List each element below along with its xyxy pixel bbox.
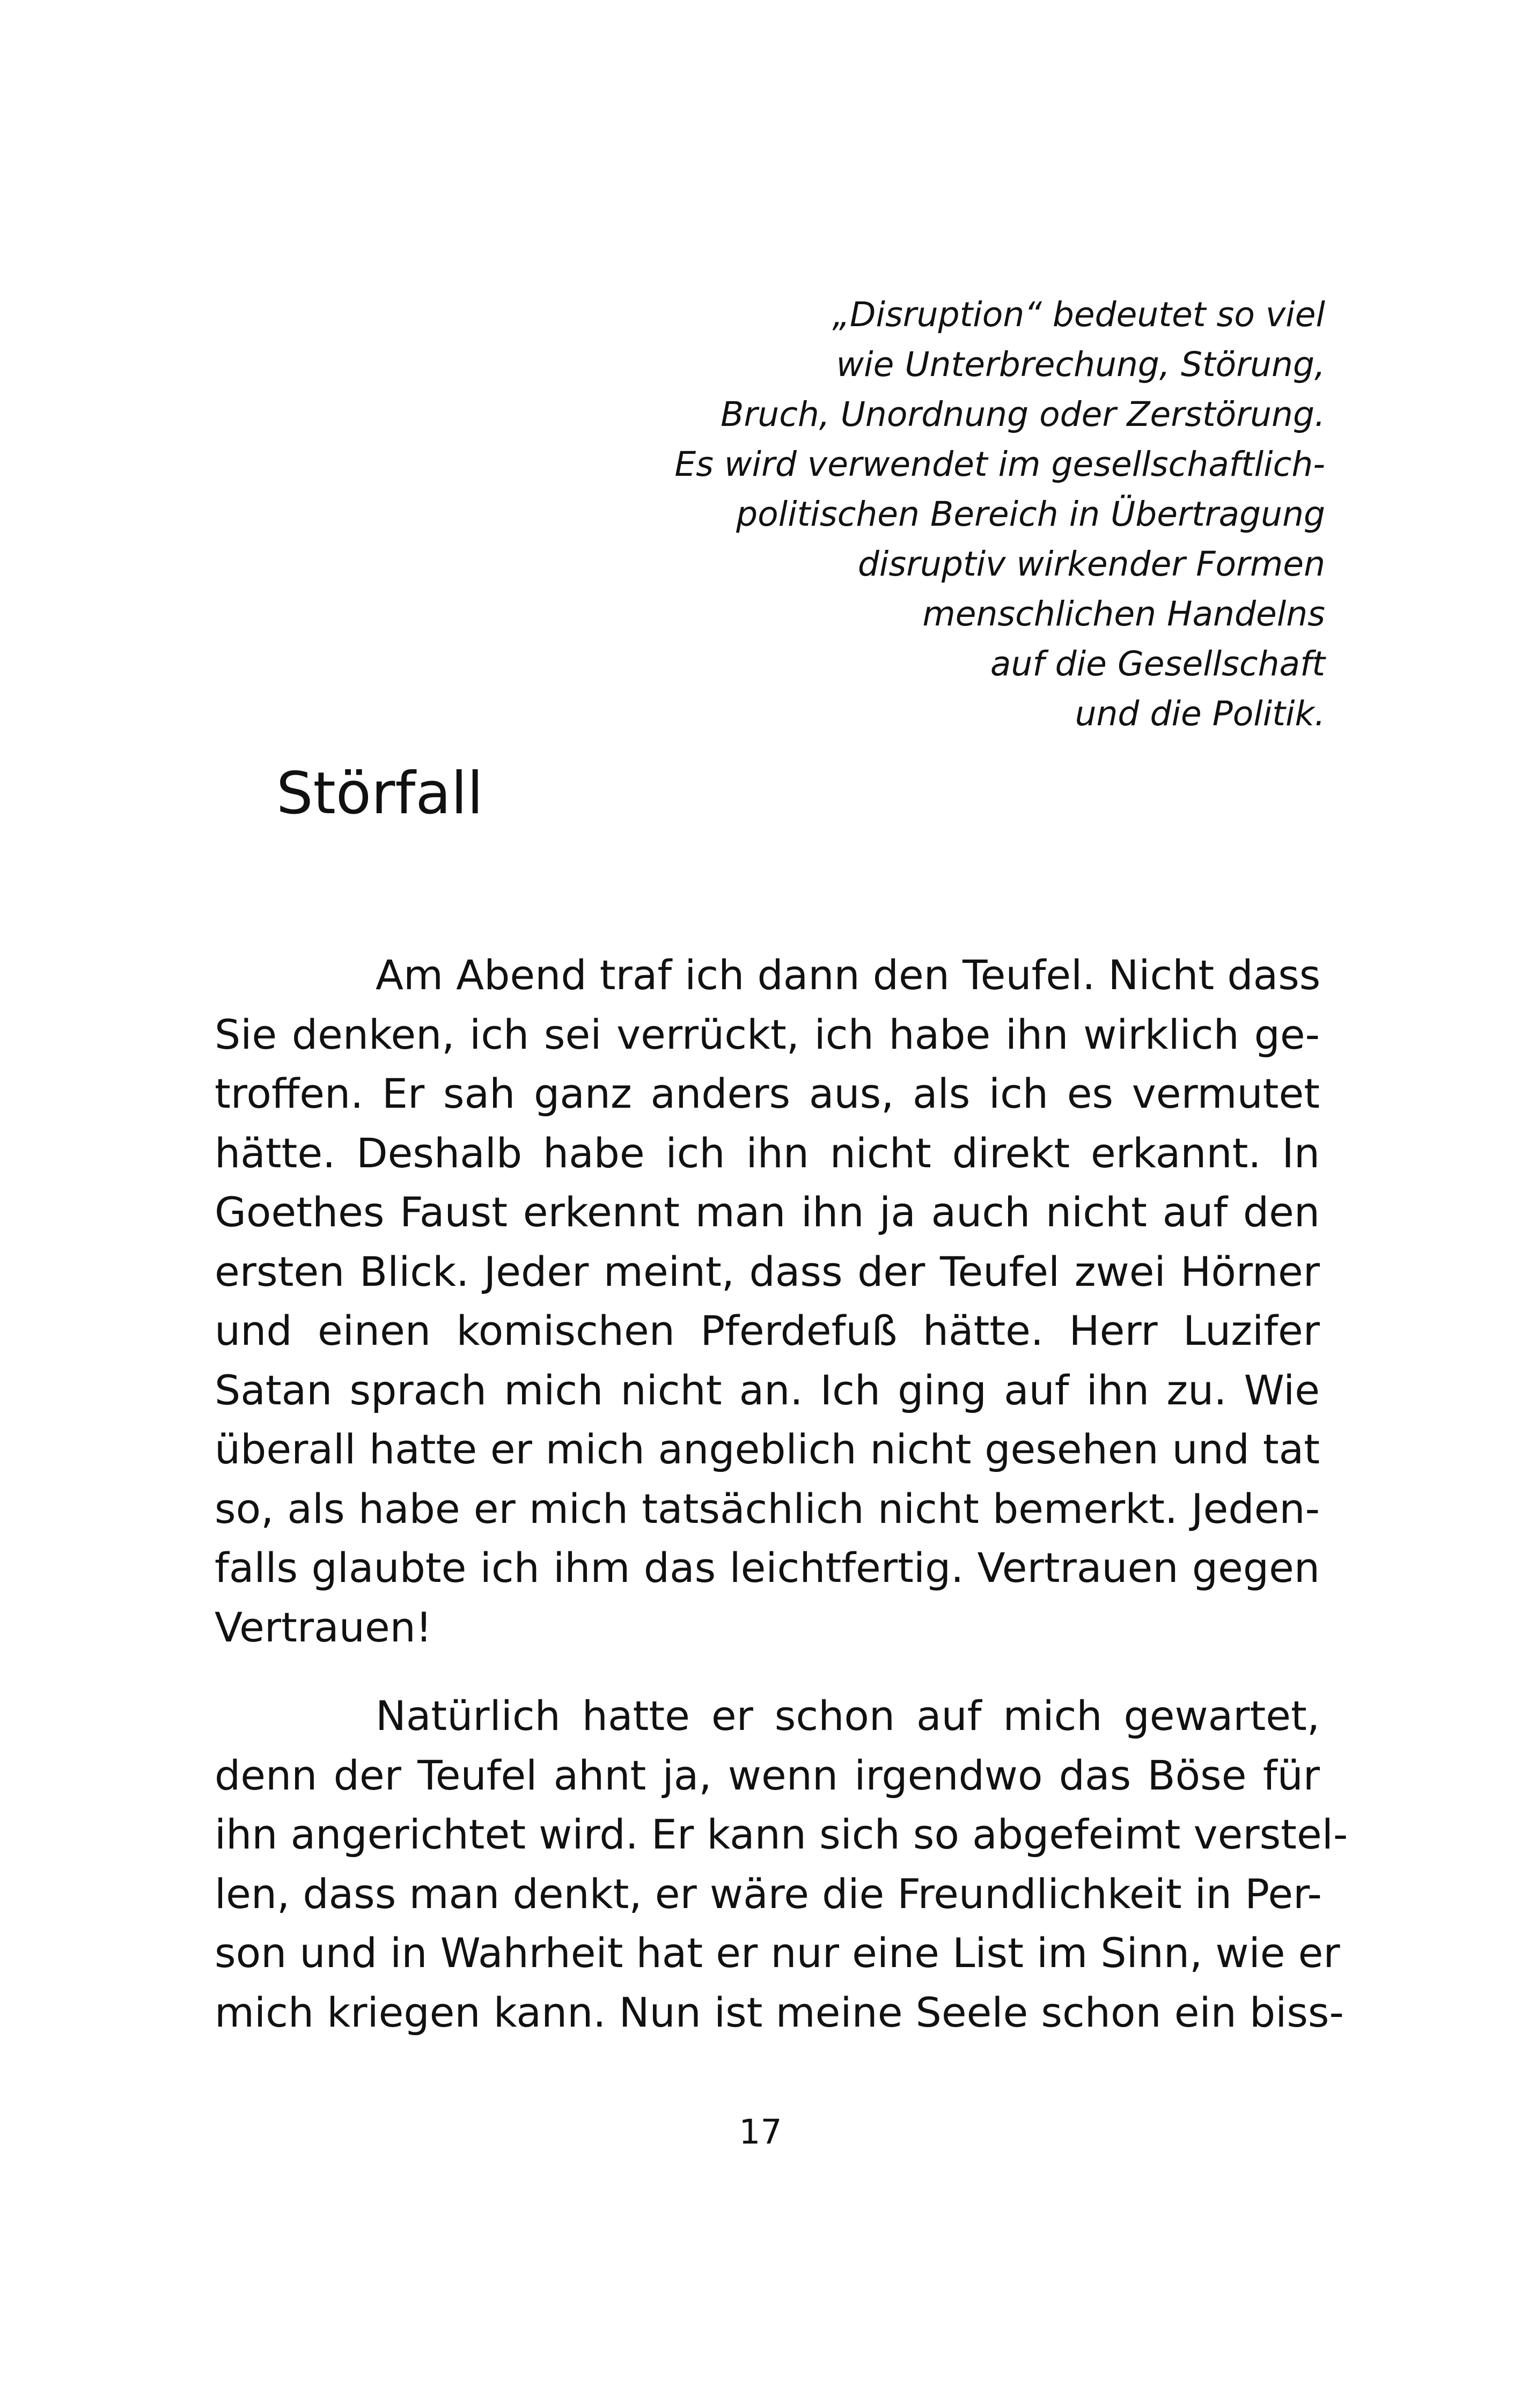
text-line: troffen. Er sah ganz anders aus, als ich es vermutet (215, 1070, 1320, 1117)
text-line: überall hatte er mich angeblich nicht gesehen und tat (215, 1425, 1320, 1473)
text-line: hätte. Deshalb habe ich ihn nicht direkt erkannt. In (215, 1129, 1320, 1177)
epigraph-line: „Disruption“ bedeutet so viel (832, 295, 1325, 334)
page-number: 17 (739, 2112, 782, 2152)
text-line: denn der Teufel ahnt ja, wenn irgendwo das Böse für (215, 1751, 1320, 1799)
text-line: son und in Wahrheit hat er nur eine List im Sinn, wie er (215, 1929, 1340, 1977)
epigraph-line: disruptiv wirkender Formen (857, 544, 1325, 584)
epigraph-line: Es wird verwendet im gesellschaftlich- (674, 445, 1325, 484)
epigraph-line: menschlichen Handelns (922, 594, 1325, 634)
paragraph-2 (215, 1687, 1348, 2042)
text-line: Natürlich hatte er schon auf mich gewartet, (376, 1692, 1320, 1740)
text-line: so, als habe er mich tatsächlich nicht bemerkt. Jeden- (215, 1484, 1320, 1533)
text-line: mich kriegen kann. Nun ist meine Seele schon ein biss- (215, 1988, 1344, 2036)
text-line: ersten Blick. Jeder meint, dass der Teufel zwei Hörner (215, 1247, 1320, 1295)
text-line: len, dass man denkt, er wäre die Freundlichkeit in Per- (215, 1869, 1322, 1918)
text-line: Am Abend traf ich dann den Teufel. Nicht dass (376, 951, 1321, 999)
epigraph-line: auf die Gesellschaft (990, 644, 1325, 683)
text-line: Satan sprach mich nicht an. Ich ging auf ihn zu. Wie (215, 1366, 1320, 1414)
text-line: Vertrauen! (215, 1603, 432, 1651)
text-line: Sie denken, ich sei verrückt, ich habe ihn wirklich ge- (215, 1010, 1320, 1058)
chapter-body (215, 946, 1348, 2042)
epigraph-line: Bruch, Unordnung oder Zerstörung. (721, 395, 1325, 434)
text-line: Goethes Faust erkennt man ihn ja auch nicht auf den (215, 1188, 1320, 1236)
paragraph-1 (215, 946, 1320, 1657)
epigraph-line: und die Politik. (1075, 694, 1325, 733)
text-line: ihn angerichtet wird. Er kann sich so abgefeimt verstel- (215, 1810, 1348, 1858)
text-line: und einen komischen Pferdefuß hätte. Herr Luzifer (215, 1307, 1320, 1354)
epigraph (633, 290, 1325, 739)
epigraph-line: wie Unterbrechung, Störung, (836, 345, 1325, 384)
chapter-title: Störfall (276, 760, 483, 827)
text-line: falls glaubte ich ihm das leichtfertig. Vertrauen gegen (215, 1544, 1320, 1592)
epigraph-line: politischen Bereich in Übertragung (736, 495, 1325, 534)
